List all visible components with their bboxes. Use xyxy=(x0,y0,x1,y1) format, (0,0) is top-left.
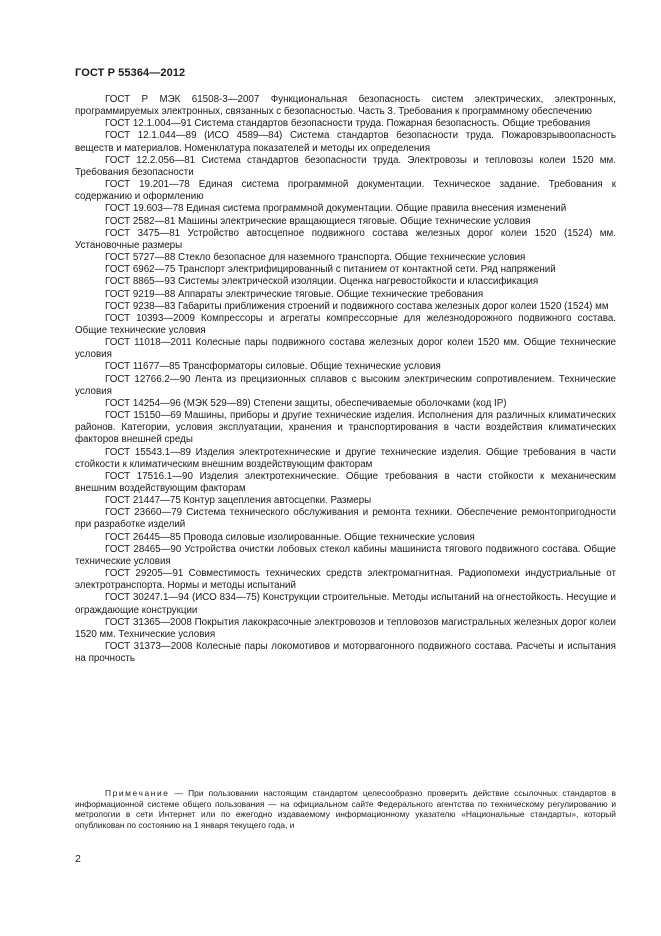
reference-item: ГОСТ 12.1.004—91 Система стандартов безопасности труда. Пожарная безопасность. Общие требования xyxy=(105,118,591,130)
reference-item: ГОСТ Р МЭК 61508-3—2007 Функциональная безопасность систем электрических, электронных, программируемых электронных, связанных с безопасностью. Часть 3. Требования к программному обеспечению xyxy=(75,94,616,118)
reference-item: ГОСТ 29205—91 Совместимость технических средств электромагнитная. Радиопомехи индустриальные от электротранспорта. Нормы и методы испытаний xyxy=(75,568,616,592)
reference-item: ГОСТ 8865—93 Системы электрической изоляции. Оценка нагревостойкости и классификация xyxy=(105,276,539,288)
reference-item: ГОСТ 23660—79 Система технического обслуживания и ремонта техники. Обеспечение ремонтопригодности при разработке изделий xyxy=(75,507,616,531)
reference-item: ГОСТ 5727—88 Стекло безопасное для наземного транспорта. Общие технические условия xyxy=(105,252,526,264)
note-paragraph xyxy=(75,788,616,831)
reference-item: ГОСТ 12766.2—90 Лента из прецизионных сплавов с высоким электрическим сопротивлением. Технические условия xyxy=(75,373,616,397)
reference-item: ГОСТ 11677—85 Трансформаторы силовые. Общие технические условия xyxy=(105,361,441,373)
reference-item: ГОСТ 31365—2008 Покрытия лакокрасочные электровозов и тепловозов магистральных железных дорог колеи 1520 мм. Технические условия xyxy=(75,616,616,640)
reference-item: ГОСТ 11018—2011 Колесные пары подвижного состава железных дорог колеи 1520 мм. Общие технические условия xyxy=(75,337,616,361)
reference-item: ГОСТ 9238—83 Габариты приближения строений и подвижного состава железных дорог колеи 1520 (1524) мм xyxy=(105,300,609,312)
reference-item: ГОСТ 10393—2009 Компрессоры и агрегаты компрессорные для железнодорожного подвижного состава. Общие технические условия xyxy=(75,312,616,336)
reference-list xyxy=(75,94,616,665)
reference-item: ГОСТ 12.1.044—89 (ИСО 4589—84) Система стандартов безопасности труда. Пожаровзрывоопасность веществ и материалов. Номенклатура показателей и методы их определения xyxy=(75,130,616,154)
reference-item: ГОСТ 12.2.056—81 Система стандартов безопасности труда. Электровозы и тепловозы колеи 1520 мм. Требования безопасности xyxy=(75,154,616,178)
reference-item: ГОСТ 15150—69 Машины, приборы и другие технические изделия. Исполнения для различных климатических районов. Категории, условия эксплуатации, хранения и транспортирования в части воздействия климатических факторов внешней среды xyxy=(75,410,616,446)
reference-item: ГОСТ 28465—90 Устройства очистки лобовых стекол кабины машиниста тягового подвижного состава. Общие технические условия xyxy=(75,543,616,567)
reference-item: ГОСТ 2582—81 Машины электрические вращающиеся тяговые. Общие технические условия xyxy=(105,215,531,227)
reference-item: ГОСТ 14254—96 (МЭК 529—89) Степени защиты, обеспечиваемые оболочками (код IP) xyxy=(105,397,507,409)
note-label: Примечание xyxy=(105,788,170,798)
reference-item: ГОСТ 15543.1—89 Изделия электротехнические и другие технические изделия. Общие требования в части стойкости к климатическим внешним воздействующим факторам xyxy=(75,446,616,470)
reference-item: ГОСТ 30247.1—94 (ИСО 834—75) Конструкции строительные. Методы испытаний на огнестойкость. Несущие и ограждающие конструкции xyxy=(75,592,616,616)
reference-item: ГОСТ 31373—2008 Колесные пары локомотивов и моторвагонного подвижного состава. Расчеты и испытания на прочность xyxy=(75,641,616,665)
note-text: — При пользовании настоящим стандартом целесообразно проверить действие ссылочных стандартов в информационной системе общего пользования — на официальном сайте Федерального агентства по техническому регулированию и метрологии в сети Интернет или по ежегодно издаваемому информационному указателю «Национальные стандарты», который опубликован по состоянию на 1 января текущего года, и xyxy=(75,788,616,831)
reference-item: ГОСТ 19.201—78 Единая система программной документации. Техническое задание. Требования к содержанию и оформлению xyxy=(75,179,616,203)
page-header: ГОСТ Р 55364—2012 xyxy=(75,67,186,79)
reference-item: ГОСТ 17516.1—90 Изделия электротехнические. Общие требования в части стойкости к механическим внешним воздействующим факторам xyxy=(75,470,616,494)
reference-item: ГОСТ 26445—85 Провода силовые изолированные. Общие технические условия xyxy=(105,531,475,543)
reference-item: ГОСТ 19.603—78 Единая система программной документации. Общие правила внесения изменений xyxy=(105,203,567,215)
reference-item: ГОСТ 3475—81 Устройство автосцепное подвижного состава железных дорог колеи 1520 (1524) мм. Установочные размеры xyxy=(75,227,616,251)
page-number: 2 xyxy=(75,853,81,865)
reference-item: ГОСТ 6962—75 Транспорт электрифицированный с питанием от контактной сети. Ряд напряжений xyxy=(105,264,556,276)
reference-item: ГОСТ 9219—88 Аппараты электрические тяговые. Общие технические требования xyxy=(105,288,484,300)
reference-item: ГОСТ 21447—75 Контур зацепления автосцепки. Размеры xyxy=(105,495,372,507)
